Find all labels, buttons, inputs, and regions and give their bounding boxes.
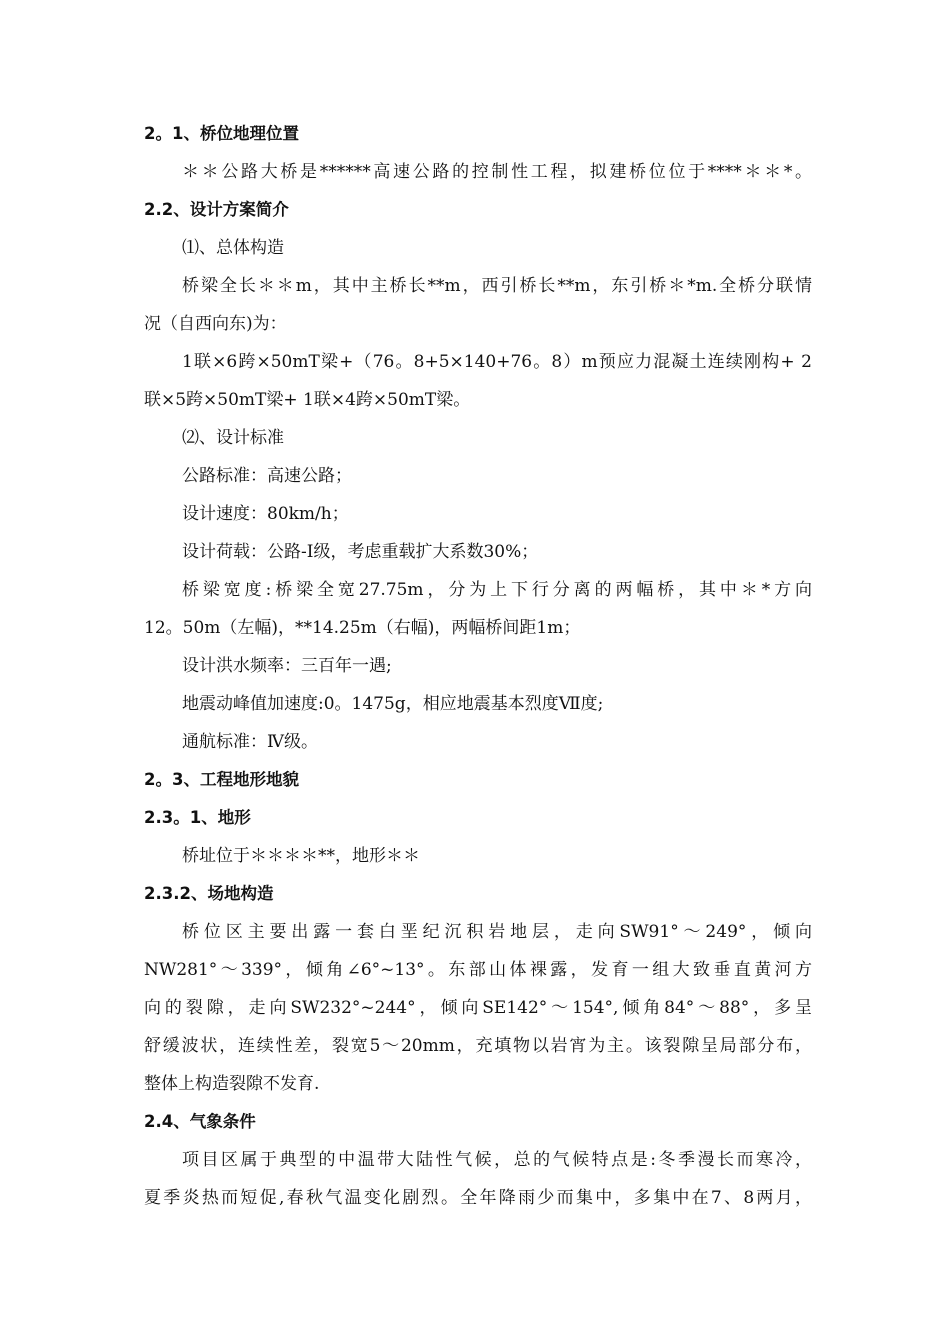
- section-heading: 2。3、工程地形地貌: [144, 770, 299, 789]
- body-text-line: 向的裂隙，走向SW232°~244°，倾向SE142°～154°,倾角84°～88°，多呈: [144, 998, 812, 1018]
- section-heading: 2.4、气象条件: [144, 1112, 256, 1131]
- body-text-line: 桥位区主要出露一套白垩纪沉积岩地层，走向SW91°～249°，倾向: [182, 922, 812, 942]
- document-page: [144, 115, 812, 1217]
- body-text-line: 桥梁全长＊＊m，其中主桥长**m，西引桥长**m，东引桥＊*m.全桥分联情: [182, 276, 812, 296]
- section-heading: 2.3。1、地形: [144, 808, 251, 827]
- body-text-line: ⑵、设计标准: [182, 428, 284, 448]
- body-text-line: ⑴、总体构造: [182, 238, 284, 258]
- section-heading: 2。1、桥位地理位置: [144, 124, 299, 143]
- body-text-line: 桥址位于＊＊＊＊**，地形＊＊: [182, 846, 420, 866]
- body-text-line: NW281°～339°，倾角∠6°~13°。东部山体裸露，发育一组大致垂直黄河方: [144, 960, 812, 980]
- body-text-line: 联×5跨×50mT梁+ 1联×4跨×50mT梁。: [144, 390, 471, 410]
- body-text-line: 公路标准：高速公路；: [182, 466, 352, 486]
- body-text-line: 项目区属于典型的中温带大陆性气候，总的气候特点是:冬季漫长而寒冷，: [182, 1150, 812, 1170]
- body-text-line: 设计洪水频率：三百年一遇;: [182, 656, 392, 676]
- body-text-line: 整体上构造裂隙不发育.: [144, 1074, 320, 1094]
- body-text-line: 设计速度：80km/h；: [182, 504, 349, 524]
- body-text-line: 设计荷载：公路-Ⅰ级，考虑重载扩大系数30%；: [182, 542, 539, 562]
- body-text-line: 地震动峰值加速度:0。1475g，相应地震基本烈度Ⅶ度;: [182, 694, 604, 714]
- body-text-line: 桥梁宽度:桥梁全宽27.75m，分为上下行分离的两幅桥，其中＊*方向: [182, 580, 812, 600]
- section-heading: 2.3.2、场地构造: [144, 884, 274, 903]
- body-text-line: ＊＊公路大桥是******高速公路的控制性工程，拟建桥位位于****＊＊*。: [182, 162, 812, 182]
- body-text-line: 通航标准：Ⅳ级。: [182, 732, 318, 752]
- body-text-line: 1联×6跨×50mT梁+（76。8+5×140+76。8）m预应力混凝土连续刚构+ 2: [182, 352, 812, 372]
- body-text-line: 况（自西向东)为：: [144, 314, 287, 334]
- body-text-line: 12。50m（左幅)，**14.25m（右幅)，两幅桥间距1m；: [144, 618, 581, 638]
- section-heading: 2.2、设计方案简介: [144, 200, 289, 219]
- body-text-line: 夏季炎热而短促,春秋气温变化剧烈。全年降雨少而集中，多集中在7、8两月，: [144, 1188, 812, 1208]
- body-text-line: 舒缓波状，连续性差，裂宽5～20mm，充填物以岩宵为主。该裂隙呈局部分布，: [144, 1036, 812, 1056]
